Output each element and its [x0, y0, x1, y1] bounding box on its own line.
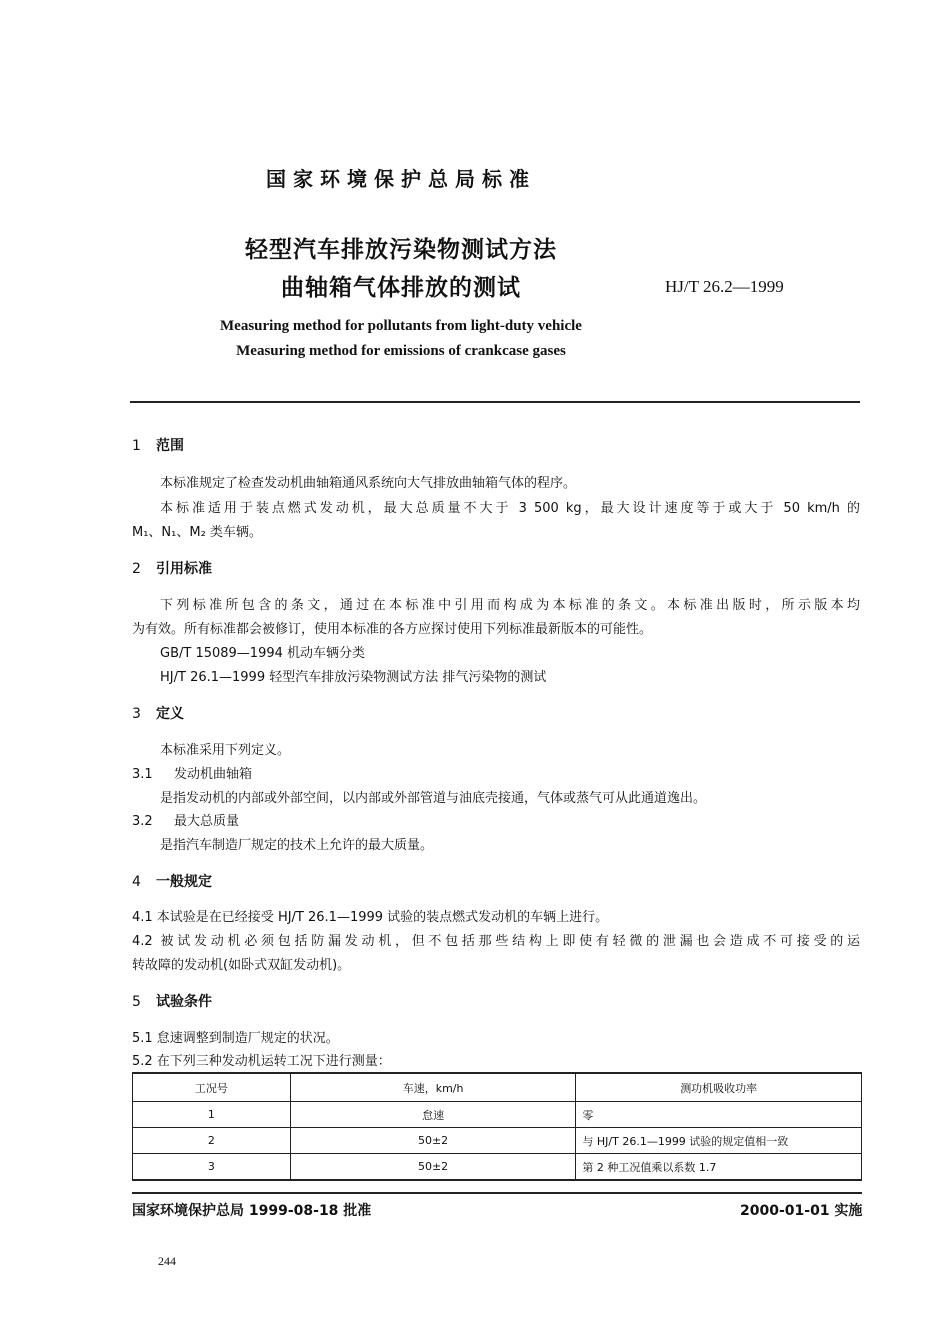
section-2-heading: [132, 558, 212, 578]
clause-number: 3.2: [132, 814, 153, 829]
section-title: 引用标准: [156, 561, 212, 577]
column-header: 车速，km/h: [290, 1073, 576, 1102]
table-row: [133, 1102, 862, 1128]
table-cell: 与 HJ/T 26.1—1999 试验的规定值相一致: [576, 1128, 862, 1154]
section-3-heading: [132, 703, 184, 723]
english-title-line1: Measuring method for pollutants from light-duty vehicle: [220, 318, 582, 334]
footer-divider: [132, 1192, 862, 1194]
clause-item: 4.1 本试验是在已经接受 HJ/T 26.1—1999 试验的装点燃式发动机的车辆上进行。: [132, 910, 609, 925]
table-cell: 零: [576, 1102, 862, 1128]
operating-conditions-table: [132, 1072, 862, 1181]
paragraph: 下列标准所包含的条文，通过在本标准中引用而构成为本标准的条文。本标准出版时，所示版本均: [160, 598, 860, 613]
paragraph: M₁、N₁、M₂ 类车辆。: [132, 525, 262, 540]
section-1-heading: [132, 435, 184, 455]
header-divider: [130, 401, 860, 403]
definition-text: 是指汽车制造厂规定的技术上允许的最大质量。: [160, 838, 434, 853]
table-cell: 2: [133, 1128, 291, 1154]
english-title-line2: Measuring method for emissions of crankcase gases: [236, 343, 566, 359]
paragraph: 为有效。所有标准都会被修订，使用本标准的各方应探讨使用下列标准最新版本的可能性。: [132, 622, 653, 637]
table-cell: 3: [133, 1154, 291, 1181]
section-title: 定义: [156, 706, 184, 722]
table-cell: 怠速: [290, 1102, 576, 1128]
definition-term: [132, 763, 252, 782]
clause-item: 5.1 怠速调整到制造厂规定的状况。: [132, 1031, 339, 1046]
section-number: 1: [132, 438, 141, 454]
table-cell: 第 2 种工况值乘以系数 1.7: [576, 1154, 862, 1181]
term-title: 发动机曲轴箱: [174, 767, 253, 782]
section-number: 5: [132, 994, 141, 1010]
term-title: 最大总质量: [174, 814, 240, 829]
paragraph: 本标准采用下列定义。: [160, 743, 291, 758]
column-header: 测功机吸收功率: [576, 1073, 862, 1102]
section-number: 3: [132, 706, 141, 722]
table-cell: 50±2: [290, 1154, 576, 1181]
document-title-line1: 轻型汽车排放污染物测试方法: [245, 237, 557, 263]
clause-item: 转故障的发动机(如卧式双缸发动机)。: [132, 958, 351, 973]
section-title: 试验条件: [156, 994, 212, 1010]
section-title: 范围: [156, 438, 184, 454]
section-4-heading: [132, 871, 212, 891]
document-title-line2: 曲轴箱气体排放的测试: [281, 275, 521, 301]
section-number: 2: [132, 561, 141, 577]
section-number: 4: [132, 874, 141, 890]
table-row: [133, 1128, 862, 1154]
page-number: 244: [158, 1254, 176, 1268]
section-title: 一般规定: [156, 874, 212, 890]
section-5-heading: [132, 991, 212, 1011]
clause-number: 3.1: [132, 767, 153, 782]
paragraph: 本标准适用于装点燃式发动机，最大总质量不大于 3 500 kg，最大设计速度等于或大于 50 km/h 的: [160, 501, 860, 516]
table-header-row: [133, 1073, 862, 1102]
agency-name: 国家环境保护总局标准: [266, 167, 536, 191]
column-header: 工况号: [133, 1073, 291, 1102]
table-cell: 1: [133, 1102, 291, 1128]
effective-date: 2000-01-01 实施: [740, 1203, 863, 1219]
table-cell: 50±2: [290, 1128, 576, 1154]
definition-term: [132, 810, 239, 829]
definition-text: 是指发动机的内部或外部空间，以内部或外部管道与油底壳接通，气体或蒸气可从此通道逸出。: [160, 791, 707, 806]
approval-date: 国家环境保护总局 1999-08-18 批准: [132, 1203, 372, 1219]
paragraph: 本标准规定了检查发动机曲轴箱通风系统向大气排放曲轴箱气体的程序。: [160, 476, 577, 491]
standard-number: HJ/T 26.2—1999: [665, 277, 784, 296]
clause-item: 4.2 被试发动机必须包括防漏发动机，但不包括那些结构上即使有轻微的泄漏也会造成不可接受的运: [132, 934, 860, 949]
reference-item: HJ/T 26.1—1999 轻型汽车排放污染物测试方法 排气污染物的测试: [160, 670, 547, 685]
clause-item: 5.2 在下列三种发动机运转工况下进行测量：: [132, 1054, 391, 1069]
reference-item: GB/T 15089—1994 机动车辆分类: [160, 646, 366, 661]
table-row: [133, 1154, 862, 1181]
